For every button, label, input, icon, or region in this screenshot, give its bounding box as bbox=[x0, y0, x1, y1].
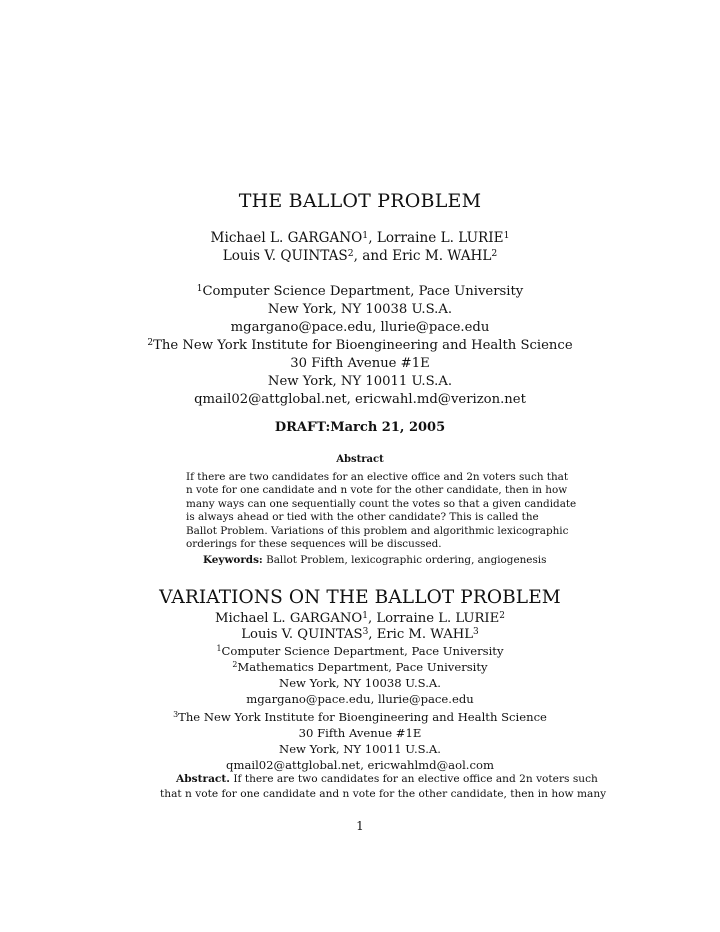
paper2-affiliation3-street: 30 Fifth Avenue #1E bbox=[298, 726, 422, 740]
paper1-affiliation2-city: New York, NY 10011 U.S.A. bbox=[267, 374, 453, 389]
paper1-abstract-heading: Abstract bbox=[336, 454, 384, 465]
author-name: Michael L. GARGANO bbox=[215, 611, 363, 626]
keywords-label: Keywords: bbox=[203, 554, 263, 566]
paper1-title: THE BALLOT PROBLEM bbox=[238, 190, 482, 212]
paper1-draft-date: DRAFT:March 21, 2005 bbox=[274, 420, 446, 435]
paper2-authors-line1: Michael L. GARGANO$^1$, Lorraine L. LURIE$^2$ bbox=[215, 610, 505, 626]
paper2-affiliation3-name: $^3$The New York Institute for Bioengineering and Health Science bbox=[173, 710, 547, 724]
paper1-affiliation1-emails: mgargano@pace.edu, llurie@pace.edu bbox=[230, 320, 490, 335]
abstract-label: Abstract. bbox=[176, 773, 230, 785]
paper1-authors-line1: Michael L. GARGANO$^1$, Lorraine L. LURIE$^1$ bbox=[210, 229, 510, 246]
paper1-affiliation1-name: $^1$Computer Science Department, Pace University bbox=[196, 283, 524, 299]
abstract-line: orderings for these sequences will be discussed. bbox=[186, 538, 442, 551]
paper2-authors-line2: Louis V. QUINTAS$^3$, Eric M. WAHL$^3$ bbox=[241, 626, 479, 642]
paper1-affiliation2-name: $^2$The New York Institute for Bioengineering and Health Science bbox=[147, 337, 573, 353]
paper1-affiliation2-emails: qmail02@attglobal.net, ericwahl.md@verizon.net bbox=[194, 392, 526, 407]
author-name: Lorraine L. LURIE bbox=[376, 230, 504, 246]
keywords-text: Ballot Problem, lexicographic ordering, angiogenesis bbox=[266, 554, 547, 566]
abstract-line: many ways can one sequentially count the votes so that a given candidate bbox=[186, 497, 577, 510]
paper2-affiliation2-address: New York, NY 10038 U.S.A. bbox=[279, 676, 441, 690]
abstract-line: is always ahead or tied with the other candidate? This is called the bbox=[186, 511, 539, 524]
paper2-affiliation1-name: $^1$Computer Science Department, Pace University bbox=[216, 644, 504, 658]
abstract-line: Abstract. If there are two candidates for an elective office and 2n voters such bbox=[176, 773, 598, 785]
paper1-authors-line2: Louis V. QUINTAS$^2$, and Eric M. WAHL$^2$ bbox=[222, 247, 498, 264]
abstract-line: If there are two candidates for an elective office and 2n voters such that bbox=[186, 471, 569, 483]
abstract-line: n vote for one candidate and n vote for the other candidate, then in how bbox=[186, 484, 568, 497]
paper2-affiliation2-name: $^2$Mathematics Department, Pace University bbox=[232, 660, 488, 674]
paper2-affiliation3-city: New York, NY 10011 U.S.A. bbox=[279, 742, 441, 756]
author-name: Lorraine L. LURIE bbox=[376, 611, 500, 626]
paper1-keywords bbox=[203, 554, 547, 567]
paper1-affiliation2-street: 30 Fifth Avenue #1E bbox=[290, 356, 430, 371]
abstract-line: Ballot Problem. Variations of this problem and algorithmic lexicographic bbox=[186, 524, 569, 537]
paper2-affiliation2-emails: mgargano@pace.edu, llurie@pace.edu bbox=[246, 692, 474, 706]
author-name: Eric M. WAHL bbox=[376, 627, 473, 642]
paper1-affiliation1-address: New York, NY 10038 U.S.A. bbox=[267, 302, 453, 317]
paper1-abstract-body bbox=[186, 471, 577, 551]
author-name: Eric M. WAHL bbox=[392, 248, 492, 264]
author-name: Louis V. QUINTAS bbox=[222, 248, 348, 264]
author-name: Louis V. QUINTAS bbox=[241, 627, 363, 642]
paper2-title: VARIATIONS ON THE BALLOT PROBLEM bbox=[159, 587, 561, 608]
author-name: Michael L. GARGANO bbox=[210, 230, 363, 246]
abstract-line: that n vote for one candidate and n vote for the other candidate, then in how many bbox=[160, 788, 607, 800]
page-number: 1 bbox=[356, 819, 364, 833]
paper2-affiliation3-emails: qmail02@attglobal.net, ericwahlmd@aol.com bbox=[226, 758, 494, 772]
paper2-abstract bbox=[160, 772, 607, 802]
